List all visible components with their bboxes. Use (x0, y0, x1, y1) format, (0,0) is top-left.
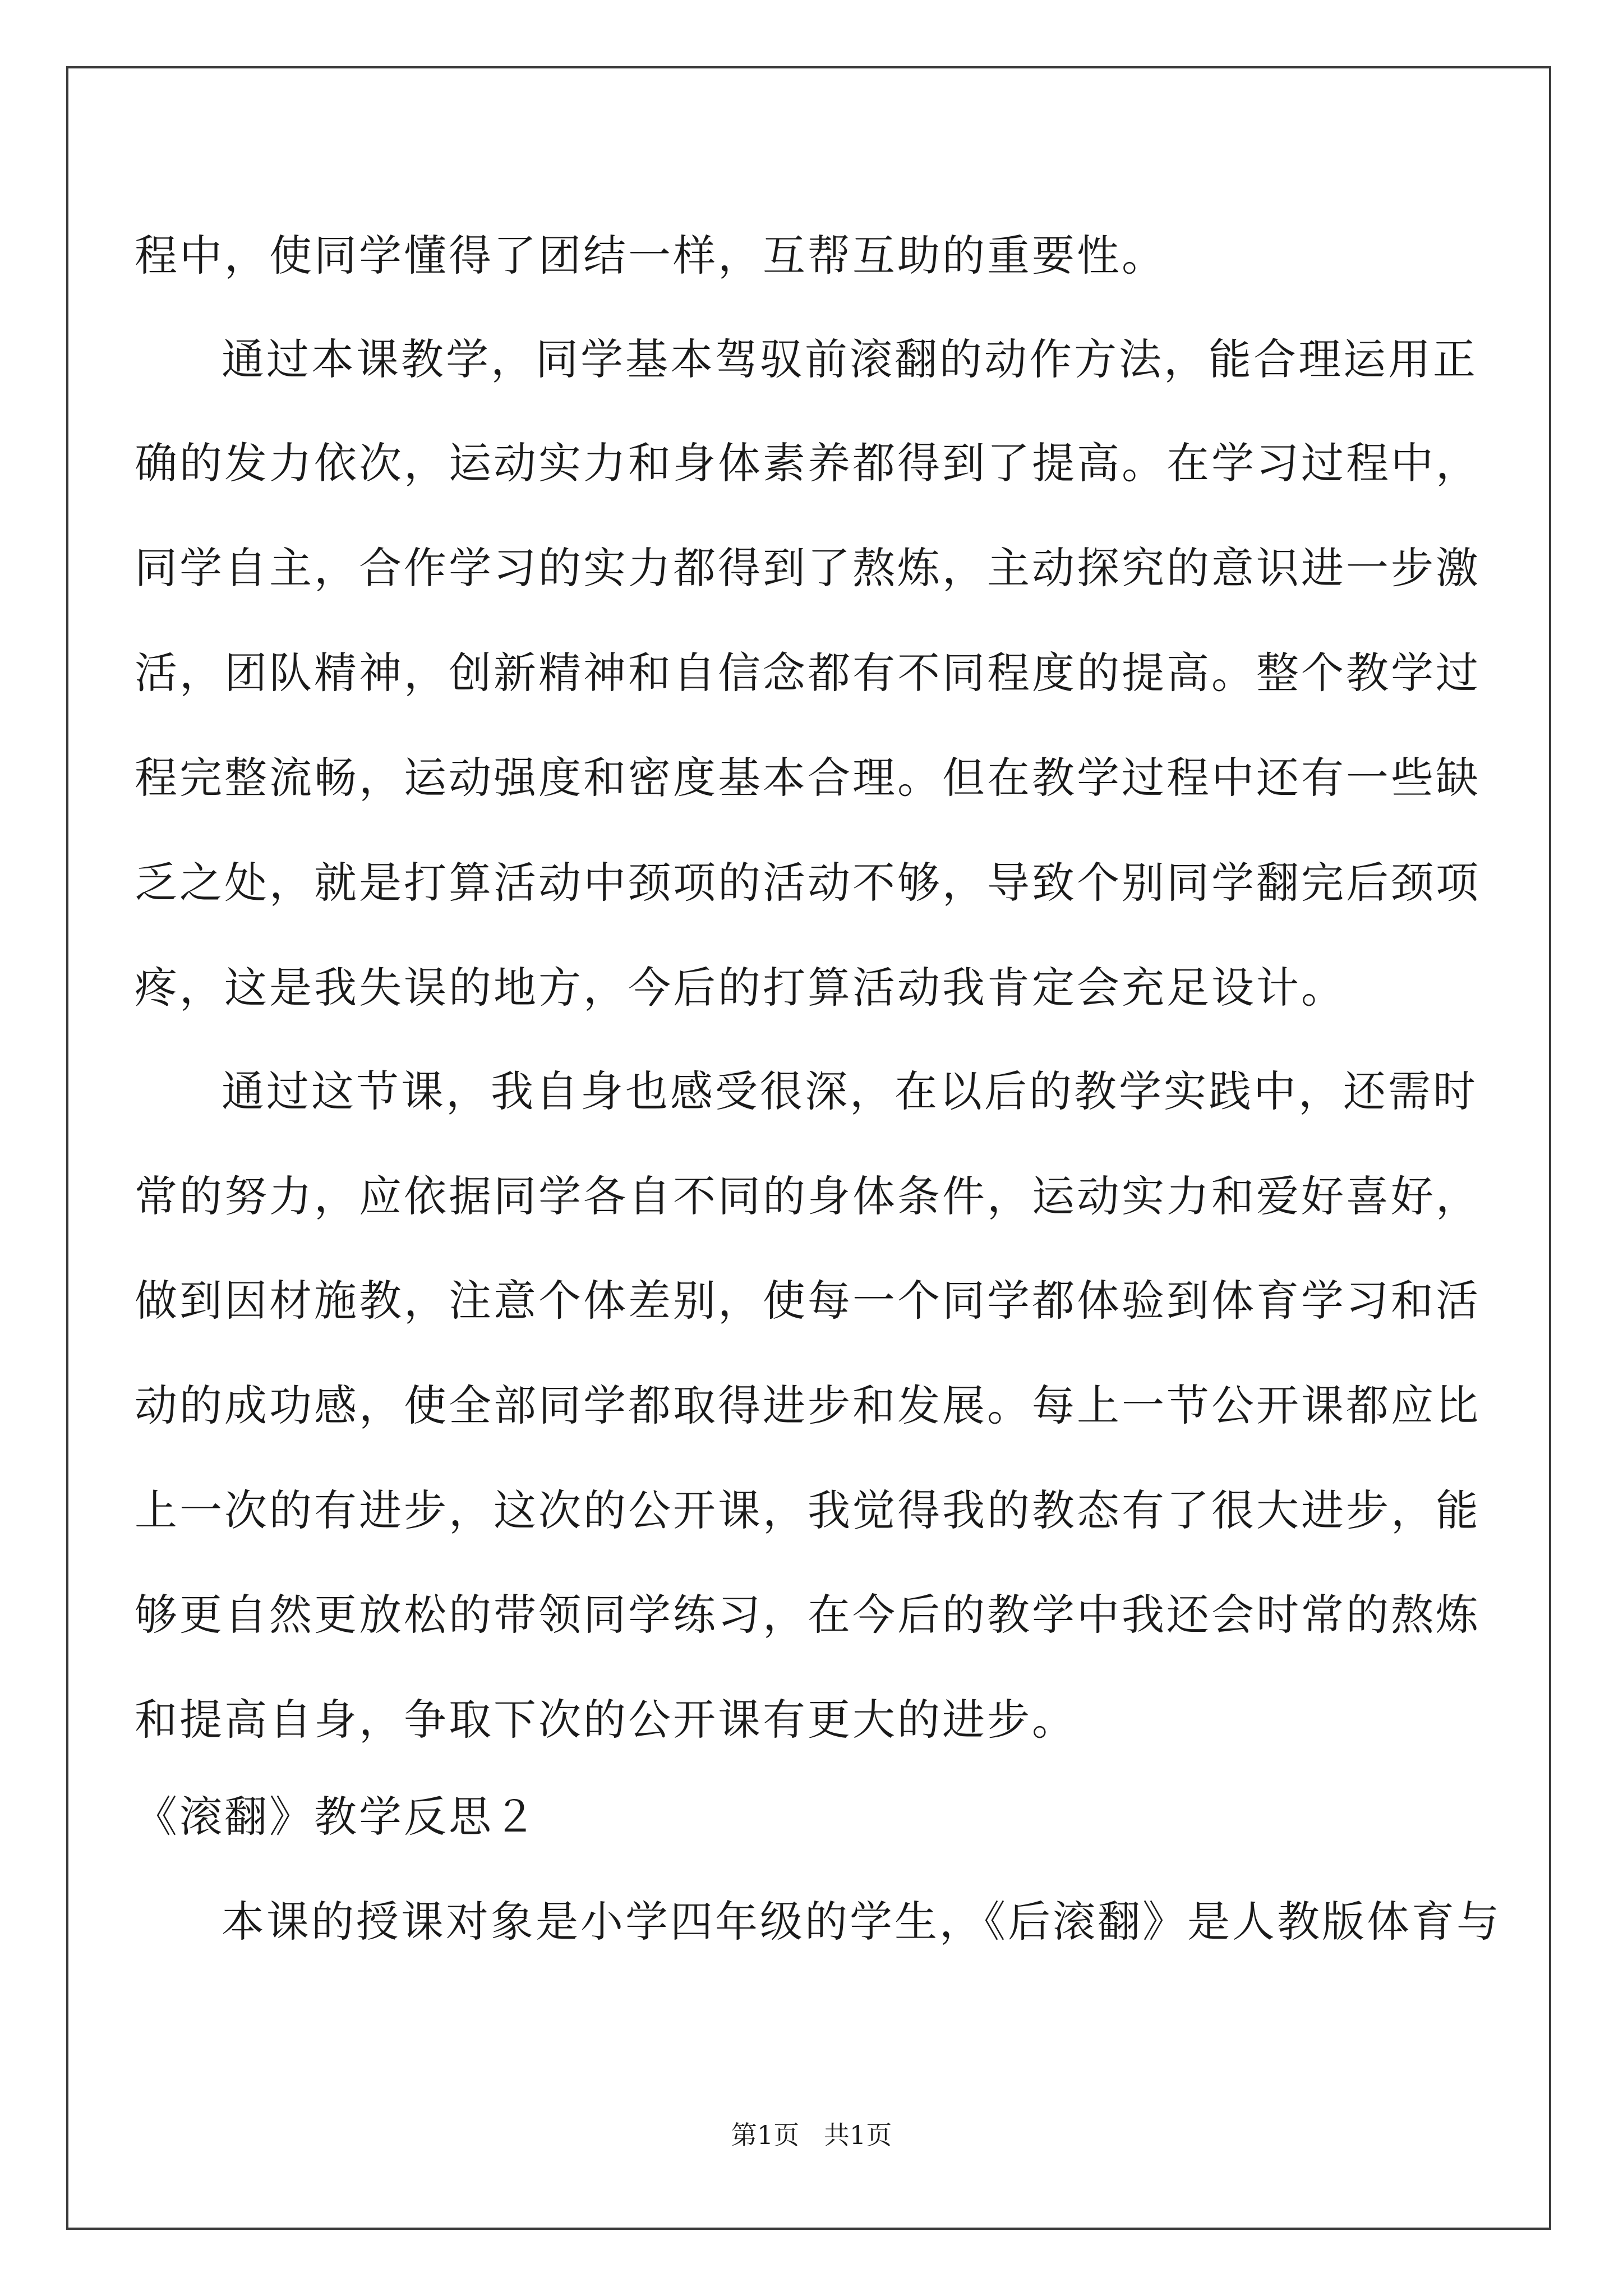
page-footer: 第1页 共1页 (731, 2120, 892, 2150)
paragraph-start-line: 通过本课教学，同学基本驾驭前滚翻的动作方法，能合理运用正 (222, 334, 1478, 384)
text-line: 疼，这是我失误的地方，今后的打算活动我肯定会充足设计。 (135, 963, 1346, 1013)
text-line: 程中，使同学懂得了团结一样，互帮互助的重要性。 (135, 231, 1166, 280)
text-line: 活，团队精神，创新精神和自信念都有不同程度的提高。整个教学过 (135, 648, 1481, 698)
paragraph-start-line: 通过这节课，我自身也感受很深，在以后的教学实践中，还需时 (222, 1066, 1478, 1116)
text-line: 同学自主，合作学习的实力都得到了熬炼，主动探究的意识进一步激 (135, 543, 1481, 593)
text-line: 确的发力依次，运动实力和身体素养都得到了提高。在学习过程中， (135, 438, 1481, 488)
text-line: 做到因材施教，注意个体差别，使每一个同学都体验到体育学习和活 (135, 1276, 1481, 1326)
text-line: 够更自然更放松的带领同学练习，在今后的教学中我还会时常的熬炼 (135, 1590, 1481, 1640)
text-line: 常的努力，应依据同学各自不同的身体条件，运动实力和爱好喜好， (135, 1171, 1481, 1221)
paragraph-start-line: 本课的授课对象是小学四年级的学生，《后滚翻》是人教版体育与 (222, 1897, 1501, 1947)
section-heading: 《滚翻》教学反思２ (135, 1792, 538, 1842)
text-line: 动的成功感，使全部同学都取得进步和发展。每上一节公开课都应比 (135, 1381, 1481, 1430)
text-line: 和提高自身，争取下次的公开课有更大的进步。 (135, 1695, 1077, 1745)
text-line: 程完整流畅，运动强度和密度基本合理。但在教学过程中还有一些缺 (135, 753, 1481, 803)
text-line: 上一次的有进步，这次的公开课，我觉得我的教态有了很大进步，能 (135, 1485, 1481, 1535)
text-line: 乏之处，就是打算活动中颈项的活动不够，导致个别同学翻完后颈项 (135, 858, 1481, 908)
